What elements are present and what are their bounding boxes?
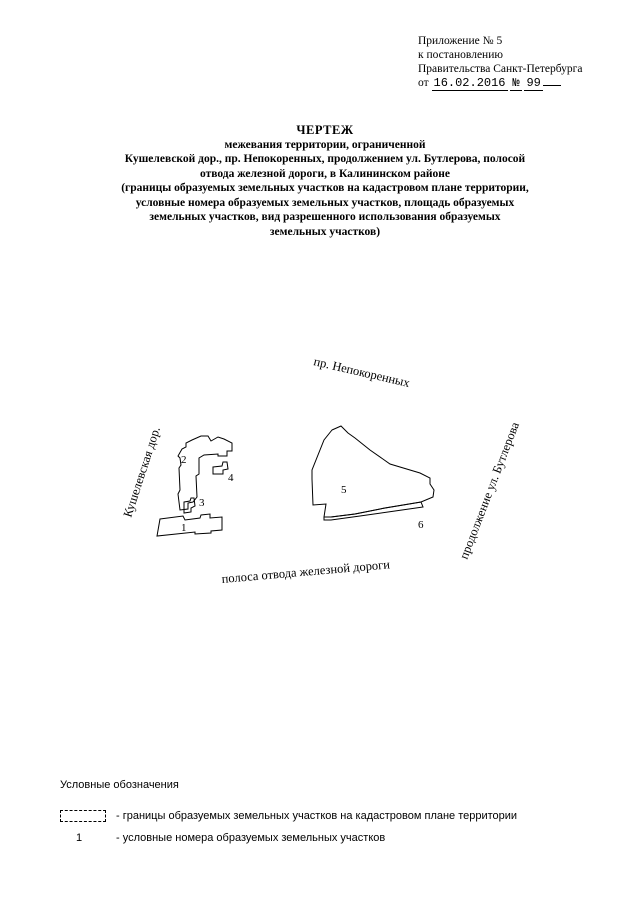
legend-number-desc: - условные номера образуемых земельных участков [116, 832, 386, 844]
title-line-7: земельных участков) [269, 225, 381, 238]
legend-number-sample: 1 [76, 832, 83, 844]
plot-label-4: 4 [228, 472, 234, 484]
number-prefix: № [512, 76, 520, 90]
street-label-right: продолжение ул. Бутлерова [456, 420, 522, 562]
appendix-decree: к постановлению [418, 49, 503, 61]
plot-1-boundary [157, 514, 222, 536]
plot-2-boundary [178, 436, 232, 510]
appendix-title: Приложение № 5 [418, 35, 503, 47]
title-line-6: земельных участков, вид разрешенного использования образуемых [149, 211, 501, 223]
plot-4-boundary [213, 462, 228, 474]
plot-3-boundary [184, 498, 195, 513]
railway-label: полоса отвода железной дороги [221, 557, 391, 586]
plot-label-3: 3 [199, 497, 205, 509]
street-label-left: Кушелевская дор. [120, 424, 163, 519]
title-line-1: межевания территории, ограниченной [224, 138, 426, 151]
plot-label-2: 2 [181, 454, 187, 466]
title-line-3: отвода железной дороги, в Калининском районе [199, 167, 451, 180]
street-label-top: пр. Непокоренных [312, 354, 412, 391]
title-line-2: Кушелевской дор., пр. Непокоренных, продолжением ул. Бутлерова, полосой [124, 153, 526, 165]
plot-6-boundary [324, 502, 423, 520]
plot-label-6: 6 [418, 519, 424, 531]
plot-label-5: 5 [341, 484, 347, 496]
title-line-4: (границы образуемых земельных участков на кадастровом плане территории, [121, 182, 529, 194]
date-value: 16.02.2016 [433, 76, 506, 90]
plot-label-1: 1 [181, 522, 187, 534]
title-heading: ЧЕРТЕЖ [296, 123, 354, 137]
legend-heading: Условные обозначения [60, 779, 179, 791]
number-value: 99 [526, 76, 541, 90]
legend-boundary-desc: - границы образуемых земельных участков на кадастровом плане территории [116, 810, 518, 822]
appendix-authority: Правительства Санкт-Петербурга [418, 63, 583, 75]
date-prefix: от [418, 77, 429, 89]
title-line-5: условные номера образуемых земельных участков, площадь образуемых [135, 196, 515, 209]
boundary-swatch-icon [60, 810, 106, 822]
